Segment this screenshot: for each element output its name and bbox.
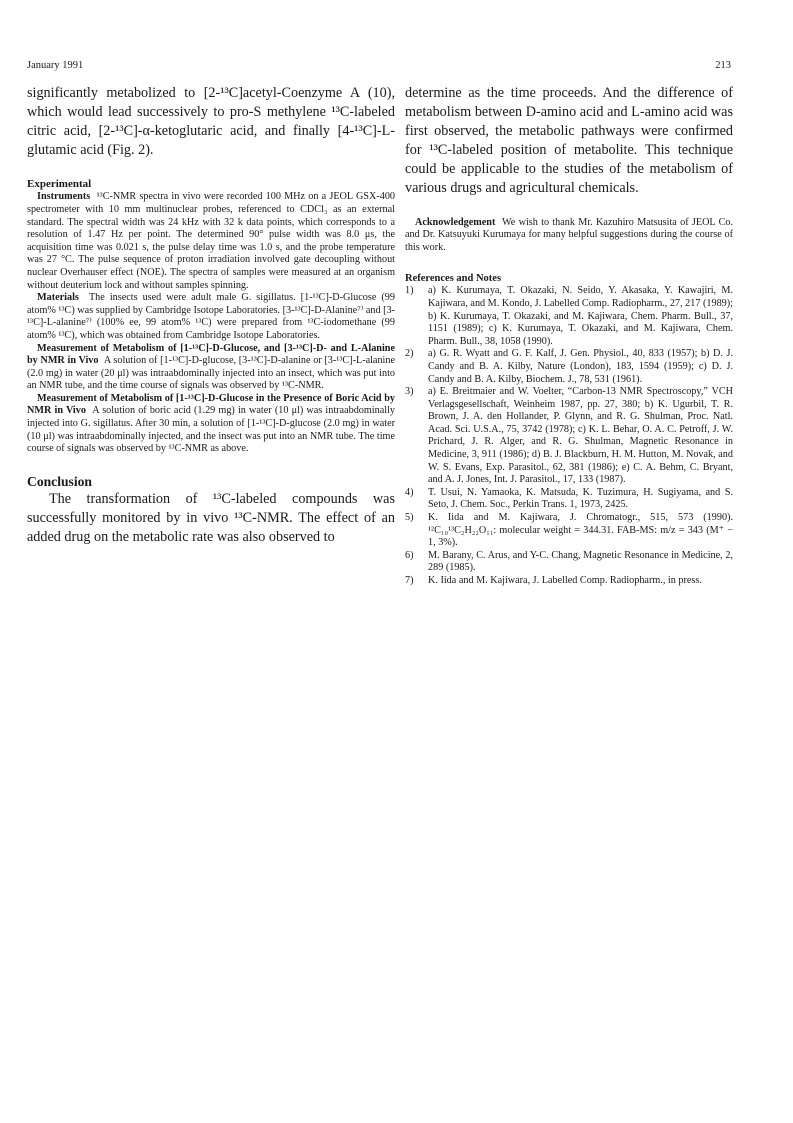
reference-number: 5)	[405, 512, 414, 524]
materials-text: The insects used were adult male G. sigillatus. [1-¹³C]-D-Glucose (99 atom% ¹³C) was supplied by Cambridge Isotope Laboratories. [3-¹³C]-D-Alanine⁷⁾ and [3-¹³C]-L-alanine⁷⁾ (100% ee, 99 atom% ¹³C) were prepared from ¹³C-iodomethane (99 atom% ¹³C), which was obtained from Cambridge Isotope Laboratories.	[27, 292, 395, 341]
measurement2-runhead: Measurement of Metabolism of [1-¹³C]-D-Glucose in the Presence of Boric Acid by NMR in Vivo	[27, 392, 395, 417]
reference-item	[405, 285, 733, 348]
reference-text: K. Iida and M. Kajiwara, J. Chromatogr., 515, 573 (1990). ¹²C₁₀¹³C₂H₂₂O₁₁: molecular weight = 344.31. FAB-MS: m/z = 343 (M⁺ − 1, 3%).	[428, 512, 733, 549]
references-heading: References and Notes	[405, 273, 502, 285]
reference-item	[405, 487, 733, 512]
conclusion-heading: Conclusion	[27, 473, 92, 489]
reference-number: 4)	[405, 486, 414, 498]
intro-paragraph: significantly metabolized to [2-¹³C]acetyl-Coenzyme A (10), which would lead successively to pro-S methylene ¹³C-labeled citric acid, [2-¹³C]-α-ketoglutaric acid, and finally [4-¹³C]-L-glutamic acid (Fig. 2).	[27, 85, 395, 159]
header-date: January 1991	[27, 60, 84, 71]
reference-text: T. Usui, N. Yamaoka, K. Matsuda, K. Tuzimura, H. Sugiyama, and S. Seto, J. Chem. Soc., Perkin Trans. 1, 1973, 2425.	[428, 486, 733, 511]
reference-text: a) E. Breitmaier and W. Voelter, “Carbon-13 NMR Spectroscopy,” VCH Verlagsgesellschaft, Weinheim 1987, pp. 27, 380; b) K. Ugurbil, T. R. Brown, J. A. den Hollander, P. Glynn, and R. G. Shulman, Proc. Natl. Acad. Sci. U.S.A., 75, 3742 (1978); c) K. L. Behar, O. A. C. Petroff, J. W. Prichard, J. R. Alger, and R. G. Shulman, Magnetic Resonance in Medicine, 3, 911 (1986); d) B. J. Blackburn, H. M. Hutton, M. Novak, and W. S. Evans, Exp. Parasitol., 62, 381 (1986); e) C. A. Behm, C. Bryant, and A. J. Jones, Int. J. Parasitol., 17, 133 (1987).	[428, 386, 733, 486]
measurement2-paragraph	[27, 393, 395, 456]
reference-text: K. Iida and M. Kajiwara, J. Labelled Comp. Radiopharm., in press.	[428, 575, 702, 586]
reference-number: 7)	[405, 575, 414, 586]
reference-list	[405, 285, 733, 587]
measurement1-text: A solution of [1-¹³C]-D-glucose, [3-¹³C]-D-alanine or [3-¹³C]-L-alanine (2.0 mg) in water (20 μl) was intraabdominally injected into an insect, which was put into an NMR tube, and the time course of signals was observed by ¹³C-NMR.	[27, 355, 395, 392]
experimental-heading: Experimental	[27, 178, 92, 191]
reference-item	[405, 348, 733, 386]
acknowledgement-text: We wish to thank Mr. Kazuhiro Matsusita of JEOL Co. and Dr. Katsuyuki Kurumaya for many helpful suggestions during the course of this work.	[405, 216, 734, 253]
reference-number: 6)	[405, 549, 414, 561]
right-column	[405, 84, 733, 588]
left-column	[27, 84, 395, 547]
instruments-text: ¹³C-NMR spectra in vivo were recorded 100 MHz on a JEOL GSX-400 spectrometer with 10 mm multinuclear probes, referenced to CDCl₃ as an external standard. The spectral width was 24 kHz with 32 k data points, which corresponds to a resolution of 1.47 Hz per point. The determined 90° pulse width was 8.0 μs, the acquisition time was 0.021 s, the pulse delay time was 1.0 s, and the probe temperature was 27 °C. The pulse sequence of proton irradiation involved gate decoupling without nuclear Overhauser effect (NOE). The spectra of samples were measured at an organism without deuterium lock and without samples spinning.	[27, 191, 396, 291]
running-header	[27, 60, 731, 76]
reference-text: a) G. R. Wyatt and G. F. Kalf, J. Gen. Physiol., 40, 833 (1957); b) D. J. Candy and B. A. Kilby, Nature (London), 183, 1594 (1959); c) D. J. Candy and B. A. Kilby, Biochem. J., 78, 531 (1961).	[428, 348, 733, 385]
reference-number: 3)	[405, 386, 414, 398]
measurement1-runhead: Measurement of Metabolism of [1-¹³C]-D-Glucose, and [3-¹³C]-D- and L-Alanine by NMR in Vivo	[27, 342, 395, 367]
reference-item	[405, 550, 733, 575]
measurement2-text: A solution of boric acid (1.29 mg) in water (10 μl) was intraabdominally injected into G. sigillatus. After 30 min, a solution of [1-¹³C]-D-glucose (2.0 mg) in water (10 μl) was intraabdominally injected, and the insect was put into an NMR tube. The time course of signals was observed by ¹³C-NMR as above.	[27, 405, 395, 455]
instruments-paragraph	[27, 191, 395, 292]
materials-paragraph	[27, 292, 395, 342]
reference-text: M. Barany, C. Arus, and Y-C. Chang, Magnetic Resonance in Medicine, 2, 289 (1985).	[428, 549, 733, 574]
reference-text: a) K. Kurumaya, T. Okazaki, N. Seido, Y. Akasaka, Y. Kawajiri, M. Kajiwara, and M. Kondo, J. Labelled Comp. Radiopharm., 27, 217 (1989); b) K. Kurumaya, T. Okazaki, and M. Kajiwara, Chem. Pharm. Bull., 37, 1151 (1989); c) K. Kurumaya, T. Okazaki, and M. Kajiwara, Chem. Pharm. Bull., 38, 1058 (1990).	[428, 285, 734, 347]
acknowledgement-paragraph	[405, 217, 733, 255]
continuation-paragraph: determine as the time proceeds. And the difference of metabolism between D-amino acid and L-amino acid was first observed, the metabolic pathways were confirmed for ¹³C-labeled position of metabolite. This technique could be applicable to the studies of the metabolism of various drugs and agricultural chemicals.	[405, 85, 733, 197]
instruments-runhead: Instruments	[37, 191, 91, 203]
page-number: 213	[715, 60, 731, 71]
reference-item	[405, 386, 733, 487]
conclusion-paragraph: The transformation of ¹³C-labeled compounds was successfully monitored by in vivo ¹³C-NMR. The effect of an added drug on the metabolic rate was also observed to	[27, 490, 395, 546]
reference-number: 2)	[405, 348, 414, 360]
reference-item	[405, 575, 733, 588]
reference-item	[405, 512, 733, 550]
reference-number: 1)	[405, 285, 414, 297]
acknowledgement-runhead: Acknowledgement	[415, 216, 496, 228]
materials-runhead: Materials	[37, 292, 79, 304]
measurement1-paragraph	[27, 343, 395, 393]
